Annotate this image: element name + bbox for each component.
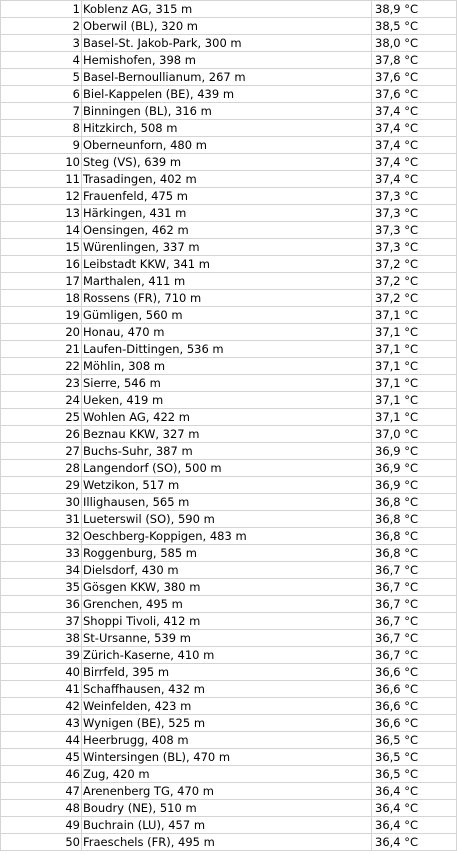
table-row bbox=[1, 120, 457, 137]
temperature-cell[interactable]: 36,7 °C bbox=[372, 613, 457, 630]
table-row bbox=[1, 681, 457, 698]
station-cell[interactable]: Oberwil (BL), 320 m bbox=[82, 18, 372, 35]
station-cell[interactable]: Wohlen AG, 422 m bbox=[82, 409, 372, 426]
rank-cell[interactable]: 27 bbox=[1, 443, 82, 460]
station-cell[interactable]: Basel-Bernoullianum, 267 m bbox=[82, 69, 372, 86]
station-cell[interactable]: Weinfelden, 423 m bbox=[82, 698, 372, 715]
table-row bbox=[1, 239, 457, 256]
rank-cell[interactable]: 5 bbox=[1, 69, 82, 86]
temperature-cell[interactable]: 37,3 °C bbox=[372, 222, 457, 239]
station-cell[interactable]: Hitzkirch, 508 m bbox=[82, 120, 372, 137]
station-cell[interactable]: Langendorf (SO), 500 m bbox=[82, 460, 372, 477]
rank-cell[interactable]: 10 bbox=[1, 154, 82, 171]
table-row bbox=[1, 596, 457, 613]
rank-cell[interactable]: 15 bbox=[1, 239, 82, 256]
rank-cell[interactable]: 13 bbox=[1, 205, 82, 222]
temperature-cell[interactable]: 37,6 °C bbox=[372, 69, 457, 86]
rank-cell[interactable]: 2 bbox=[1, 18, 82, 35]
table-row bbox=[1, 52, 457, 69]
rank-cell[interactable]: 40 bbox=[1, 664, 82, 681]
station-cell[interactable]: Oeschberg-Koppigen, 483 m bbox=[82, 528, 372, 545]
rank-cell[interactable]: 43 bbox=[1, 715, 82, 732]
rank-cell[interactable]: 39 bbox=[1, 647, 82, 664]
station-cell[interactable]: Koblenz AG, 315 m bbox=[82, 1, 372, 18]
table-row bbox=[1, 817, 457, 834]
temperature-cell[interactable]: 36,6 °C bbox=[372, 681, 457, 698]
table-row bbox=[1, 647, 457, 664]
temperature-cell[interactable]: 37,1 °C bbox=[372, 358, 457, 375]
rank-cell[interactable]: 48 bbox=[1, 800, 82, 817]
table-row bbox=[1, 324, 457, 341]
temperature-cell[interactable]: 38,5 °C bbox=[372, 18, 457, 35]
temperature-cell[interactable]: 37,4 °C bbox=[372, 137, 457, 154]
temperature-cell[interactable]: 36,4 °C bbox=[372, 817, 457, 834]
station-cell[interactable]: Würenlingen, 337 m bbox=[82, 239, 372, 256]
rank-cell[interactable]: 33 bbox=[1, 545, 82, 562]
station-cell[interactable]: Buchrain (LU), 457 m bbox=[82, 817, 372, 834]
station-cell[interactable]: Ueken, 419 m bbox=[82, 392, 372, 409]
rank-cell[interactable]: 42 bbox=[1, 698, 82, 715]
table-row bbox=[1, 341, 457, 358]
rank-cell[interactable]: 49 bbox=[1, 817, 82, 834]
rank-cell[interactable]: 1 bbox=[1, 1, 82, 18]
table-row bbox=[1, 579, 457, 596]
table-row bbox=[1, 188, 457, 205]
station-cell[interactable]: Roggenburg, 585 m bbox=[82, 545, 372, 562]
table-row bbox=[1, 528, 457, 545]
temperature-cell[interactable]: 37,4 °C bbox=[372, 154, 457, 171]
station-cell[interactable]: Birrfeld, 395 m bbox=[82, 664, 372, 681]
table-row bbox=[1, 1, 457, 18]
temperature-cell[interactable]: 36,4 °C bbox=[372, 783, 457, 800]
rank-cell[interactable]: 23 bbox=[1, 375, 82, 392]
rank-cell[interactable]: 45 bbox=[1, 749, 82, 766]
station-cell[interactable]: Basel-St. Jakob-Park, 300 m bbox=[82, 35, 372, 52]
table-row bbox=[1, 732, 457, 749]
temperature-cell[interactable]: 36,5 °C bbox=[372, 749, 457, 766]
table-row bbox=[1, 426, 457, 443]
temperature-cell[interactable]: 37,4 °C bbox=[372, 103, 457, 120]
table-row bbox=[1, 171, 457, 188]
table-row bbox=[1, 630, 457, 647]
temperature-cell[interactable]: 36,8 °C bbox=[372, 511, 457, 528]
station-cell[interactable]: Shoppi Tivoli, 412 m bbox=[82, 613, 372, 630]
table-row bbox=[1, 715, 457, 732]
temperature-cell[interactable]: 36,4 °C bbox=[372, 800, 457, 817]
table-row bbox=[1, 375, 457, 392]
station-cell[interactable]: Fraeschels (FR), 495 m bbox=[82, 834, 372, 851]
station-cell[interactable]: Boudry (NE), 510 m bbox=[82, 800, 372, 817]
station-cell[interactable]: Schaffhausen, 432 m bbox=[82, 681, 372, 698]
rank-cell[interactable]: 14 bbox=[1, 222, 82, 239]
station-cell[interactable]: Zug, 420 m bbox=[82, 766, 372, 783]
temperature-cell[interactable]: 36,7 °C bbox=[372, 562, 457, 579]
table-row bbox=[1, 800, 457, 817]
table-row bbox=[1, 834, 457, 851]
temperature-cell[interactable]: 37,6 °C bbox=[372, 86, 457, 103]
temperature-cell[interactable]: 36,7 °C bbox=[372, 647, 457, 664]
station-cell[interactable]: Gümligen, 560 m bbox=[82, 307, 372, 324]
temperature-cell[interactable]: 37,1 °C bbox=[372, 409, 457, 426]
station-cell[interactable]: Lueterswil (SO), 590 m bbox=[82, 511, 372, 528]
station-cell[interactable]: Frauenfeld, 475 m bbox=[82, 188, 372, 205]
table-row bbox=[1, 494, 457, 511]
rank-cell[interactable]: 16 bbox=[1, 256, 82, 273]
table-row bbox=[1, 222, 457, 239]
station-cell[interactable]: Trasadingen, 402 m bbox=[82, 171, 372, 188]
rank-cell[interactable]: 37 bbox=[1, 613, 82, 630]
table-row bbox=[1, 562, 457, 579]
table-row bbox=[1, 664, 457, 681]
station-cell[interactable]: Gösgen KKW, 380 m bbox=[82, 579, 372, 596]
station-cell[interactable]: Biel-Kappelen (BE), 439 m bbox=[82, 86, 372, 103]
temperature-cell[interactable]: 37,2 °C bbox=[372, 256, 457, 273]
table-row bbox=[1, 69, 457, 86]
table-row bbox=[1, 103, 457, 120]
rank-cell[interactable]: 8 bbox=[1, 120, 82, 137]
rank-cell[interactable]: 41 bbox=[1, 681, 82, 698]
station-cell[interactable]: Zürich-Kaserne, 410 m bbox=[82, 647, 372, 664]
temperature-cell[interactable]: 36,7 °C bbox=[372, 596, 457, 613]
rank-cell[interactable]: 7 bbox=[1, 103, 82, 120]
temperature-cell[interactable]: 36,5 °C bbox=[372, 732, 457, 749]
station-cell[interactable]: Marthalen, 411 m bbox=[82, 273, 372, 290]
temperature-cell[interactable]: 36,7 °C bbox=[372, 630, 457, 647]
temperature-cell[interactable]: 37,1 °C bbox=[372, 307, 457, 324]
rank-cell[interactable]: 26 bbox=[1, 426, 82, 443]
station-cell[interactable]: Arenenberg TG, 470 m bbox=[82, 783, 372, 800]
table-row bbox=[1, 511, 457, 528]
temperature-cell[interactable]: 36,6 °C bbox=[372, 664, 457, 681]
temperature-cell[interactable]: 36,9 °C bbox=[372, 443, 457, 460]
table-body bbox=[1, 1, 457, 851]
temperature-cell[interactable]: 36,9 °C bbox=[372, 477, 457, 494]
temperature-cell[interactable]: 37,0 °C bbox=[372, 426, 457, 443]
station-cell[interactable]: St-Ursanne, 539 m bbox=[82, 630, 372, 647]
rank-cell[interactable]: 21 bbox=[1, 341, 82, 358]
rank-cell[interactable]: 36 bbox=[1, 596, 82, 613]
temperature-cell[interactable]: 37,4 °C bbox=[372, 171, 457, 188]
station-cell[interactable]: Leibstadt KKW, 341 m bbox=[82, 256, 372, 273]
rank-cell[interactable]: 11 bbox=[1, 171, 82, 188]
rank-cell[interactable]: 46 bbox=[1, 766, 82, 783]
temperature-cell[interactable]: 37,2 °C bbox=[372, 290, 457, 307]
table-row bbox=[1, 766, 457, 783]
rank-cell[interactable]: 22 bbox=[1, 358, 82, 375]
station-cell[interactable]: Illighausen, 565 m bbox=[82, 494, 372, 511]
station-cell[interactable]: Härkingen, 431 m bbox=[82, 205, 372, 222]
temperature-cell[interactable]: 37,3 °C bbox=[372, 205, 457, 222]
temperature-cell[interactable]: 37,2 °C bbox=[372, 273, 457, 290]
table-row bbox=[1, 749, 457, 766]
rank-cell[interactable]: 47 bbox=[1, 783, 82, 800]
temperature-cell[interactable]: 37,8 °C bbox=[372, 52, 457, 69]
temperature-cell[interactable]: 37,1 °C bbox=[372, 341, 457, 358]
temperature-cell[interactable]: 36,7 °C bbox=[372, 579, 457, 596]
temperature-cell[interactable]: 37,3 °C bbox=[372, 188, 457, 205]
table-row bbox=[1, 545, 457, 562]
station-cell[interactable]: Honau, 470 m bbox=[82, 324, 372, 341]
table-row bbox=[1, 256, 457, 273]
temperature-cell[interactable]: 36,4 °C bbox=[372, 834, 457, 851]
table-row bbox=[1, 358, 457, 375]
rank-cell[interactable]: 30 bbox=[1, 494, 82, 511]
rank-cell[interactable]: 4 bbox=[1, 52, 82, 69]
station-cell[interactable]: Sierre, 546 m bbox=[82, 375, 372, 392]
station-cell[interactable]: Laufen-Dittingen, 536 m bbox=[82, 341, 372, 358]
rank-cell[interactable]: 19 bbox=[1, 307, 82, 324]
rank-cell[interactable]: 25 bbox=[1, 409, 82, 426]
table-row bbox=[1, 477, 457, 494]
table-row bbox=[1, 392, 457, 409]
table-row bbox=[1, 307, 457, 324]
table-row bbox=[1, 290, 457, 307]
rank-cell[interactable]: 9 bbox=[1, 137, 82, 154]
station-cell[interactable]: Möhlin, 308 m bbox=[82, 358, 372, 375]
temperature-cell[interactable]: 36,6 °C bbox=[372, 698, 457, 715]
rank-cell[interactable]: 6 bbox=[1, 86, 82, 103]
station-cell[interactable]: Rossens (FR), 710 m bbox=[82, 290, 372, 307]
temperature-cell[interactable]: 37,1 °C bbox=[372, 375, 457, 392]
table-row bbox=[1, 18, 457, 35]
station-cell[interactable]: Binningen (BL), 316 m bbox=[82, 103, 372, 120]
rank-cell[interactable]: 28 bbox=[1, 460, 82, 477]
station-cell[interactable]: Heerbrugg, 408 m bbox=[82, 732, 372, 749]
station-cell[interactable]: Beznau KKW, 327 m bbox=[82, 426, 372, 443]
station-cell[interactable]: Grenchen, 495 m bbox=[82, 596, 372, 613]
station-cell[interactable]: Oberneunforn, 480 m bbox=[82, 137, 372, 154]
table-row bbox=[1, 698, 457, 715]
rank-cell[interactable]: 3 bbox=[1, 35, 82, 52]
table-row bbox=[1, 35, 457, 52]
station-cell[interactable]: Wintersingen (BL), 470 m bbox=[82, 749, 372, 766]
table-row bbox=[1, 205, 457, 222]
temperature-cell[interactable]: 37,3 °C bbox=[372, 239, 457, 256]
table-row bbox=[1, 137, 457, 154]
rank-cell[interactable]: 35 bbox=[1, 579, 82, 596]
temperature-cell[interactable]: 36,8 °C bbox=[372, 494, 457, 511]
temperature-cell[interactable]: 36,6 °C bbox=[372, 715, 457, 732]
station-cell[interactable]: Steg (VS), 639 m bbox=[82, 154, 372, 171]
temperature-cell[interactable]: 37,1 °C bbox=[372, 324, 457, 341]
rank-cell[interactable]: 24 bbox=[1, 392, 82, 409]
rank-cell[interactable]: 31 bbox=[1, 511, 82, 528]
station-cell[interactable]: Hemishofen, 398 m bbox=[82, 52, 372, 69]
rank-cell[interactable]: 32 bbox=[1, 528, 82, 545]
rank-cell[interactable]: 44 bbox=[1, 732, 82, 749]
station-cell[interactable]: Wetzikon, 517 m bbox=[82, 477, 372, 494]
table-row bbox=[1, 154, 457, 171]
temperature-cell[interactable]: 36,5 °C bbox=[372, 766, 457, 783]
station-cell[interactable]: Buchs-Suhr, 387 m bbox=[82, 443, 372, 460]
table-row bbox=[1, 86, 457, 103]
station-cell[interactable]: Wynigen (BE), 525 m bbox=[82, 715, 372, 732]
temperature-cell[interactable]: 38,0 °C bbox=[372, 35, 457, 52]
rank-cell[interactable]: 50 bbox=[1, 834, 82, 851]
temperature-cell[interactable]: 36,8 °C bbox=[372, 528, 457, 545]
table-row bbox=[1, 613, 457, 630]
table-row bbox=[1, 443, 457, 460]
rank-cell[interactable]: 20 bbox=[1, 324, 82, 341]
table-row bbox=[1, 783, 457, 800]
temperature-cell[interactable]: 36,8 °C bbox=[372, 545, 457, 562]
rank-cell[interactable]: 12 bbox=[1, 188, 82, 205]
table-row bbox=[1, 273, 457, 290]
rank-cell[interactable]: 38 bbox=[1, 630, 82, 647]
table-row bbox=[1, 460, 457, 477]
temperature-cell[interactable]: 38,9 °C bbox=[372, 1, 457, 18]
temperature-cell[interactable]: 36,9 °C bbox=[372, 460, 457, 477]
rank-cell[interactable]: 18 bbox=[1, 290, 82, 307]
rank-cell[interactable]: 34 bbox=[1, 562, 82, 579]
rank-cell[interactable]: 29 bbox=[1, 477, 82, 494]
temperature-cell[interactable]: 37,4 °C bbox=[372, 120, 457, 137]
table-row bbox=[1, 409, 457, 426]
rank-cell[interactable]: 17 bbox=[1, 273, 82, 290]
temperature-cell[interactable]: 37,1 °C bbox=[372, 392, 457, 409]
station-cell[interactable]: Oensingen, 462 m bbox=[82, 222, 372, 239]
station-cell[interactable]: Dielsdorf, 430 m bbox=[82, 562, 372, 579]
